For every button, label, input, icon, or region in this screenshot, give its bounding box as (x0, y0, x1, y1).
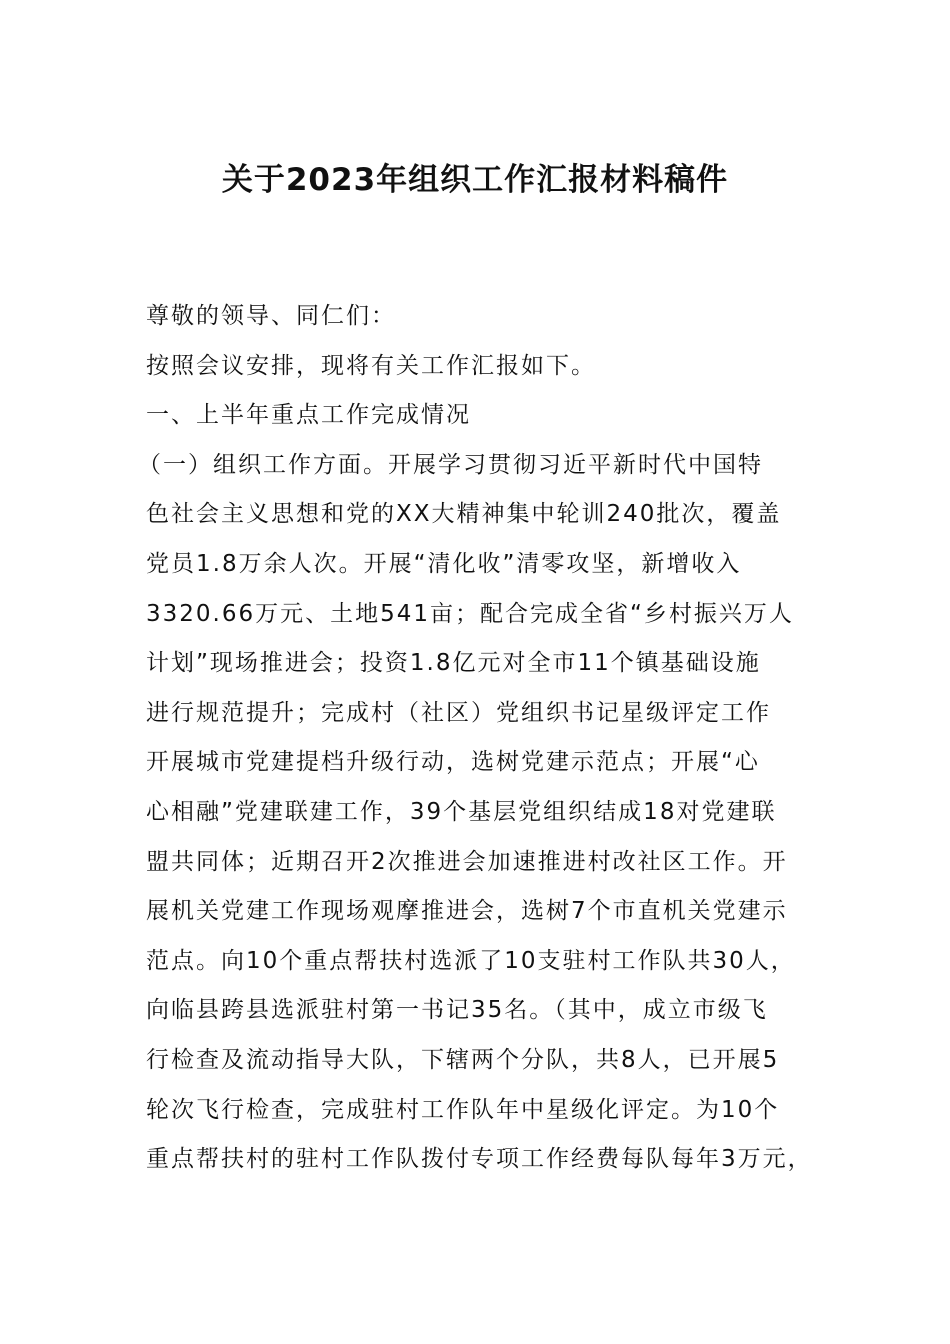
paragraph-line: 计划”现场推进会；投资1.8亿元对全市11个镇基础设施 (146, 650, 761, 677)
paragraph-line: （一）组织工作方面。开展学习贯彻习近平新时代中国特 (138, 451, 763, 478)
paragraph-line: 盟共同体；近期召开2次推进会加速推进村改社区工作。开 (146, 848, 788, 875)
paragraph-line: 3320.66万元、土地541亩；配合完成全省“乡村振兴万人 (146, 600, 794, 627)
salutation-line: 尊敬的领导、同仁们： (146, 303, 396, 329)
paragraph-line: 开展城市党建提档升级行动，选树党建示范点；开展“心 (146, 749, 760, 776)
paragraph-line: 心相融”党建联建工作，39个基层党组织结成18对党建联 (146, 798, 777, 825)
section-heading: 一、上半年重点工作完成情况 (146, 402, 471, 429)
paragraph-line: 重点帮扶村的驻村工作队拨付专项工作经费每队每年3万元， (146, 1146, 813, 1173)
paragraph-line: 轮次飞行检查，完成驻村工作队年中星级化评定。为10个 (146, 1096, 780, 1123)
paragraph-line: 向临县跨县选派驻村第一书记35名。（其中，成立市级飞 (146, 997, 768, 1024)
paragraph-line: 进行规范提升；完成村（社区）党组织书记星级评定工作 (146, 699, 771, 726)
document-body (138, 292, 826, 1185)
paragraph-line: 色社会主义思想和党的XX大精神集中轮训240批次，覆盖 (146, 501, 782, 528)
paragraph-line: 行检查及流动指导大队，下辖两个分队，共8人，已开展5 (146, 1046, 780, 1073)
document-title: 关于2023年组织工作汇报材料稿件 (221, 162, 729, 198)
paragraph-line: 展机关党建工作现场观摩推进会，选树7个市直机关党建示 (146, 898, 788, 925)
paragraph-line: 范点。向10个重点帮扶村选派了10支驻村工作队共30人， (146, 947, 796, 974)
paragraph-line: 党员1.8万余人次。开展“清化收”清零攻坚，新增收入 (146, 550, 742, 577)
intro-line: 按照会议安排，现将有关工作汇报如下。 (146, 352, 596, 379)
